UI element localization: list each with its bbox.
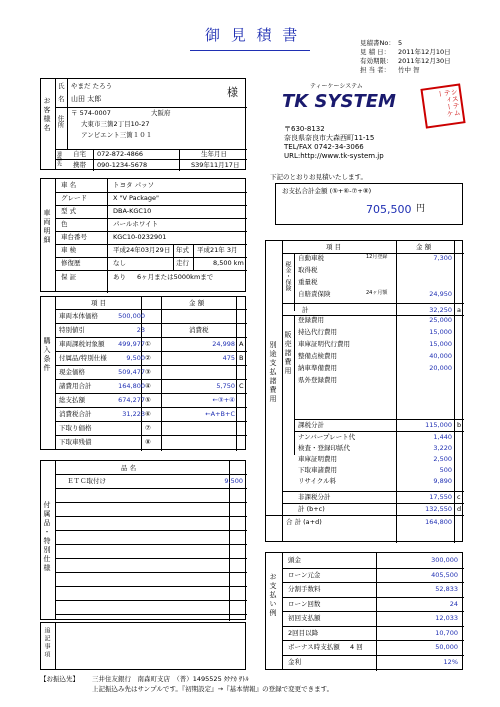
total-box: お支払合計金額 (⑤+⑥-⑦+⑧) 705,500 円 — [275, 183, 463, 225]
customer-section-label: お客様名 — [43, 97, 51, 133]
cell-text: b — [457, 421, 462, 429]
purchase-tax: 24,998 — [212, 340, 235, 348]
fee-label: 自賠責保険 — [298, 290, 331, 298]
cell-text: a — [457, 306, 461, 314]
purchase-no: ⑦ — [145, 424, 151, 432]
cell-text: 車 検 — [61, 246, 77, 254]
meta-label: 見積書No： — [360, 39, 395, 47]
col-divider — [236, 297, 237, 451]
meta-value: 2011年12月30日 — [398, 57, 451, 65]
cell-text: 平成21年 3月 — [197, 246, 238, 254]
cell-text: 品 名 — [121, 464, 137, 472]
row-divider — [55, 337, 247, 338]
purchase-mark: B — [239, 354, 244, 362]
row-divider — [55, 192, 247, 193]
vehicle-value: DBA-KGC10 — [113, 207, 152, 215]
payment-label: ボーナス時支払額 — [288, 643, 340, 651]
purchase-label: 下取り価格 — [59, 424, 92, 432]
customer-box: お客様名 氏 やまだ たろう 名 山田 太郎 様 住所 〒 574-0007 大阪府 大東市三箇2丁目10-27 アンビエント三箇１０１ 連絡先 自宅 072-872-4866 生年月日 携帯 090-1234-5678 S39年11月17日 — [40, 78, 246, 170]
meta-label: 有効期限： — [360, 57, 393, 65]
purchase-no: ③ — [145, 368, 151, 376]
purchase-label: 車両課税対象額 — [59, 340, 105, 348]
vehicle-label: 色 — [61, 220, 68, 228]
row-divider — [55, 365, 247, 366]
purchase-label: 付属品/特別仕様 — [59, 354, 107, 362]
fee-label: 下取車諸費用 — [298, 466, 337, 474]
cell-text: 修復歴 — [61, 259, 81, 267]
meta-value: 5 — [398, 39, 403, 47]
cell-text: 平成24年03月29日 — [113, 246, 171, 254]
customer-name: 山田 太郎 — [71, 95, 102, 103]
payment-value: 10,700 — [435, 628, 458, 637]
meta-label: 見 積 日： — [360, 48, 391, 56]
purchase-mark: C — [239, 382, 244, 390]
purchase-amount: 509,477 — [118, 368, 145, 376]
row-divider — [55, 586, 247, 587]
col-divider — [454, 241, 455, 543]
cell-text: 8,500 km — [213, 259, 244, 267]
row-divider — [55, 351, 247, 352]
row-divider — [294, 431, 464, 432]
row-divider — [282, 582, 464, 583]
fee-label: 検査・登録印紙代 — [298, 444, 350, 452]
purchase-amount: 674,277 — [118, 396, 145, 404]
fee-label: 整備点検費用 — [298, 352, 337, 360]
row-divider — [55, 393, 247, 394]
payment-label: 2回目以降 — [288, 628, 319, 637]
meta-value: 2011年12月10日 — [398, 48, 451, 56]
vehicle-value: KGC10-0232901 — [113, 233, 167, 241]
fee-label: 自動車税 — [298, 254, 324, 262]
fee-note: 24ヶ月額 — [366, 290, 388, 296]
row-divider — [55, 205, 247, 206]
cell-text: 計 — [302, 306, 309, 314]
cell-text: 金 額 — [189, 299, 205, 307]
fee-label: 重量税 — [298, 278, 318, 286]
cell-text: c — [457, 493, 461, 501]
fee-label: リサイクル料 — [298, 477, 337, 485]
fee-label: 車庫証明費用 — [298, 455, 337, 463]
fee-label: 県外登録費用 — [298, 376, 337, 384]
cell-text: 金 額 — [416, 243, 432, 251]
purchase-no: ⑥ — [145, 410, 151, 418]
cell-text: 32,250 — [429, 306, 452, 314]
purchase-no: ① — [145, 340, 151, 348]
cell-text: 115,000 — [425, 421, 452, 429]
row-divider — [55, 257, 247, 258]
purchase-amount: 499,977 — [118, 340, 145, 348]
col-divider — [294, 315, 295, 455]
row-divider — [55, 231, 247, 232]
vehicle-label: 車 名 — [61, 181, 77, 189]
col-divider — [161, 297, 162, 451]
fee-amount: 2,500 — [433, 455, 452, 463]
payment-value: 300,000 — [431, 556, 458, 564]
purchase-label: 現金価格 — [59, 368, 85, 376]
row-divider — [282, 626, 464, 627]
options-box: 付属品・特別仕様 品 名 ＥＴＣ取付け 9,500 — [40, 460, 246, 620]
payment-label: ローン回数 — [288, 599, 321, 608]
row-divider — [55, 530, 247, 531]
payment-value: 405,500 — [431, 570, 458, 579]
purchase-mark: A — [239, 340, 244, 348]
fee-amount: 7,300 — [433, 254, 452, 262]
row-divider — [55, 379, 247, 380]
purchase-tax: 5,750 — [216, 382, 235, 390]
payment-box: お支払い例 頭金 300,000 ローン元金 405,500 分割手数料 52,833 ローン回数 24 初回支払額 12,033 2回目以降 10,700 ボーナス時支払額 50,000 金利 12% 4 回 — [265, 552, 463, 670]
cell-text: 17,550 — [429, 493, 452, 501]
purchase-label: 特別値引 — [59, 326, 85, 334]
total-amount: 705,500 — [366, 203, 412, 216]
payment-value: 12% — [443, 657, 458, 666]
purchase-no: ④ — [145, 382, 151, 390]
cell-text: 項 目 — [326, 243, 342, 251]
row-divider — [55, 488, 247, 489]
row-divider — [55, 421, 247, 422]
fee-amount: 1,440 — [433, 433, 452, 441]
fee-label: 登録費用 — [298, 316, 324, 324]
purchase-amount: 23 — [136, 326, 145, 334]
row-divider — [294, 419, 464, 420]
payment-label: ローン元金 — [288, 570, 321, 579]
honorific: 様 — [227, 86, 238, 99]
fee-label: ナンバープレート代 — [298, 433, 356, 441]
purchase-amount: 9,500 — [126, 354, 145, 362]
row-divider — [55, 474, 247, 475]
fee-amount: 3,220 — [433, 444, 452, 452]
vehicle-label: 型 式 — [61, 207, 77, 215]
vehicle-value: X "V Package" — [113, 194, 159, 202]
row-divider — [55, 572, 247, 573]
cell-text: 164,800 — [425, 518, 452, 526]
row-divider — [55, 323, 247, 324]
meta-label: 担 当 者： — [360, 66, 391, 74]
cell-text: 走行 — [176, 259, 189, 267]
row-divider — [55, 435, 247, 436]
cell-text: 販売諸費用 — [284, 331, 292, 376]
company-logo-kana: ティーケーシステム — [310, 83, 363, 90]
fee-amount: 15,000 — [429, 340, 452, 348]
row-divider — [282, 655, 464, 656]
fee-amount: 20,000 — [429, 364, 452, 372]
page-title: 御 見 積 書 — [205, 26, 301, 44]
fee-amount: 500 — [439, 466, 452, 474]
row-divider — [55, 407, 247, 408]
vehicle-value: トヨタ パッソ — [113, 181, 155, 189]
vehicle-box: 車両明細 車 名 トヨタ パッソ グレード X "V Package" 型 式 DBA-KGC10 色 パールホワイト 車台番号 KGC10-0232901 車 検 平成24年03月29日 年式 平成21年 3月 修復歴 なし 走行 8,500 km 保 証 あり 6ヶ月または5000kmまで — [40, 178, 246, 292]
cell-text: 6ヶ月または5000kmまで — [137, 273, 214, 281]
purchase-label: 消費税合計 — [59, 410, 92, 418]
purchase-label: 下取車残債 — [59, 438, 92, 446]
purchase-label: 総支払額 — [59, 396, 85, 404]
row-divider — [55, 270, 247, 271]
vehicle-value: パールホワイト — [113, 220, 159, 228]
company-logo: TK SYSTEM — [282, 91, 396, 112]
row-divider — [55, 244, 247, 245]
row-divider — [55, 544, 247, 545]
vehicle-label: グレード — [61, 194, 87, 202]
purchase-amount: 164,800 — [118, 382, 145, 390]
fee-label: 持込代行費用 — [298, 328, 337, 336]
cell-text: 課税分計 — [298, 421, 324, 429]
row-divider — [55, 218, 247, 219]
company-stamp: システム ティーケー — [420, 83, 465, 128]
meta-value: 竹中 智 — [398, 66, 420, 74]
purchase-no: ② — [145, 354, 151, 362]
fee-label: 納車準備費用 — [298, 364, 337, 372]
cell-text: 保 証 — [61, 273, 77, 281]
purchase-amount: 31,223 — [122, 410, 145, 418]
row-divider — [282, 597, 464, 598]
payment-value: 24 — [449, 599, 458, 608]
payment-value: 50,000 — [435, 643, 458, 651]
row-divider — [55, 558, 247, 559]
purchase-amount: 500,000 — [118, 312, 145, 320]
payment-label: 初回支払額 — [288, 614, 321, 622]
title-underline — [190, 50, 310, 51]
cell-text: 年式 — [176, 246, 189, 254]
fee-amount: 25,000 — [429, 316, 452, 324]
row-divider — [282, 491, 464, 492]
purchase-no: ⑤ — [145, 396, 151, 404]
cell-text: 非課税分計 — [298, 493, 331, 501]
cell-text: 合 計 (a+d) — [286, 518, 322, 526]
row-divider — [282, 568, 464, 569]
tax-header: 消費税 — [189, 326, 209, 334]
bonus-count: 4 回 — [350, 643, 363, 651]
cell-text: 税金・保険 — [284, 261, 291, 291]
row-divider — [282, 303, 464, 304]
purchase-tax: ←③+④ — [212, 396, 235, 404]
cell-text: なし — [113, 259, 126, 267]
row-divider — [282, 503, 464, 504]
purchase-tax: 475 — [222, 354, 235, 362]
row-divider — [266, 515, 464, 516]
fees-box: 別途支払諸費用 項 目 金 額 税金・保険 自動車税 12月登録 7,300 取得税 重量税 自賠責保険 24ヶ月額 24,950 計 32,250 a 販売諸費用 登録費用 25,000 持込代行費用 15,000 車庫証明代行費用 15,000 整備点検費用 40,000 納車準備費用 20,000 県外登録費用 課税分計 115,000 b ナンバープレート代 1,440 検査・登録印紙代 3,220 車庫証明費用 2,500 下取車諸費用 500 リサイクル料 9,890 非課税分計 17,550 c 計 (b+c) 132,550 d 合 計 (a+d) 164,800 — [265, 240, 463, 542]
purchase-label: 諸費用合計 — [59, 382, 92, 390]
cell-text: 132,550 — [425, 505, 452, 513]
row-divider — [55, 614, 247, 615]
purchase-box: 購入条件 項 目 金 額 車両本体価格 500,000 特別値引 23 車両課税対象額 ① 499,977 24,998 A 付属品/特別仕様 ② 9,500 475 B 現金価格 ③ 509,477 諸費用合計 ④ 164,800 5,750 C 総支払額 ⑤ 674,277 ←③+④ 消費税合計 ⑥ 31,223 ←A+B+C 下取り価格 ⑦ 下取車残債 ⑧ 消費税 — [40, 296, 246, 450]
cell-text: d — [457, 505, 462, 513]
fee-amount: 15,000 — [429, 328, 452, 336]
fee-amount: 9,890 — [433, 477, 452, 485]
fee-amount: 40,000 — [429, 352, 452, 360]
cell-text: 項 目 — [91, 299, 107, 307]
cell-text: あり — [113, 273, 126, 281]
purchase-no: ⑧ — [145, 438, 151, 446]
remarks-box: 追記事項 — [40, 622, 246, 670]
fee-label: 取得税 — [298, 266, 318, 274]
option-item: ＥＴＣ取付け — [67, 477, 106, 485]
payment-label: 頭金 — [288, 556, 301, 564]
row-divider — [55, 502, 247, 503]
payment-label: 金利 — [288, 657, 301, 666]
fee-note: 12月登録 — [366, 254, 388, 260]
purchase-label: 車両本体価格 — [59, 312, 98, 320]
col-divider — [376, 553, 377, 671]
row-divider — [55, 309, 247, 310]
payment-value: 12,033 — [435, 614, 458, 622]
purchase-tax: ←A+B+C — [205, 410, 235, 418]
payment-label: 分割手数料 — [288, 585, 321, 593]
option-amount: 9,500 — [224, 477, 243, 485]
cell-text: 計 (b+c) — [298, 505, 325, 513]
row-divider — [282, 640, 464, 641]
fee-amount: 24,950 — [429, 290, 452, 298]
row-divider — [55, 600, 247, 601]
payment-value: 52,833 — [435, 585, 458, 593]
row-divider — [282, 611, 464, 612]
vehicle-label: 車台番号 — [61, 233, 87, 241]
row-divider — [55, 516, 247, 517]
fee-label: 車庫証明代行費用 — [298, 340, 350, 348]
